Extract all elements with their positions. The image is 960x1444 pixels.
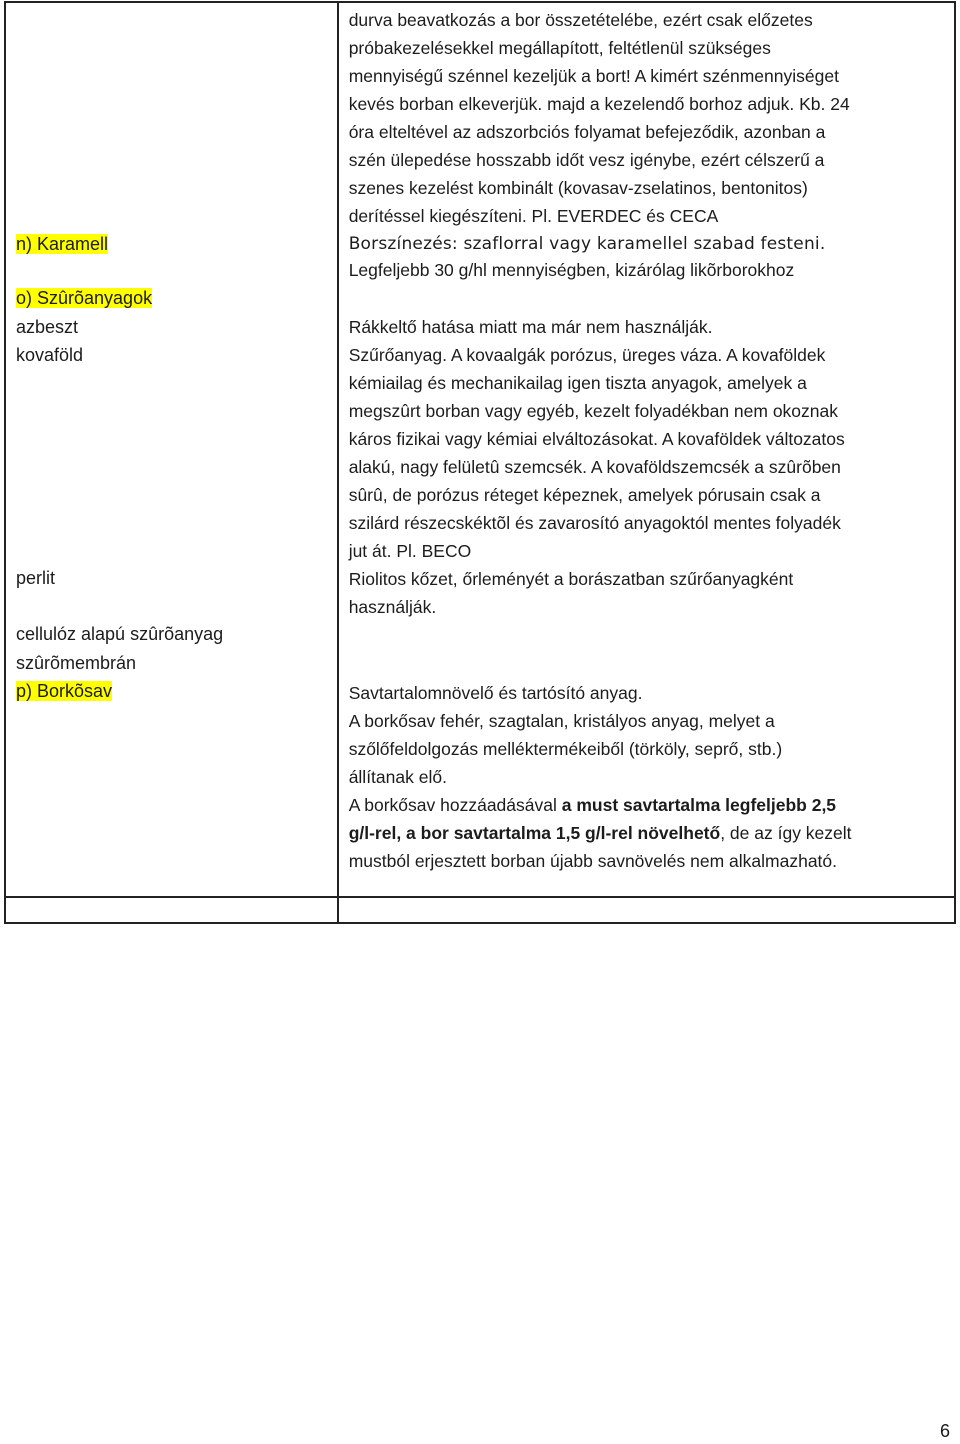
- item-szuroanyagok: o) Szûrõanyagok: [16, 288, 153, 308]
- list-item: [16, 234, 108, 254]
- table-row: [5, 2, 955, 897]
- kovafold-text: kémiailag és mechanikailag igen tiszta anyagok, amelyek a: [348, 373, 807, 393]
- perlit-text: használják.: [348, 597, 437, 617]
- text-line: próbakezelésekkel megállapított, feltétlenül szükséges: [348, 38, 771, 58]
- item-perlit: perlit: [16, 568, 56, 588]
- perlit-text: Riolitos kőzet, őrleményét a borászatban szűrőanyagként: [348, 569, 794, 589]
- bold-text: g/l-rel, a bor savtartalma 1,5 g/l-rel növelhető: [348, 823, 721, 843]
- azbeszt-text: Rákkeltő hatása miatt ma már nem használják.: [348, 317, 713, 337]
- table-row: [5, 897, 955, 923]
- text-line: kevés borban elkeverjük. majd a kezelendő borhoz adjuk. Kb. 24: [348, 94, 850, 114]
- text-line: durva beavatkozás a bor összetételébe, ezért csak előzetes: [348, 10, 813, 30]
- list-item: [16, 681, 112, 701]
- text-line: szén ülepedése hosszabb időt vesz igénybe, ezért célszerű a: [348, 150, 825, 170]
- kovafold-text: alakú, nagy felületû szemcsék. A kovaföldszemcsék a szûrõben: [348, 457, 841, 477]
- left-cell: [5, 2, 338, 897]
- bold-text: a must savtartalma legfeljebb 2,5: [561, 795, 837, 815]
- borkosav-text: állítanak elő.: [348, 767, 447, 787]
- kovafold-text: megszûrt borban vagy egyéb, kezelt folyadékban nem okoznak: [348, 401, 839, 421]
- list-item: [16, 288, 152, 308]
- borkosav-text: mustból erjesztett borban újabb savnövelés nem alkalmazható.: [348, 851, 838, 871]
- text-line: mennyiségű szénnel kezeljük a bort! A kimért szénmennyiséget: [348, 66, 839, 86]
- empty-cell: [5, 897, 338, 923]
- karamell-text: Borszínezés: szaflorral vagy karamellel szabad festeni.: [348, 234, 826, 254]
- borkosav-text: szőlőfeldolgozás melléktermékeiből (törköly, seprő, stb.): [348, 739, 783, 759]
- empty-cell: [338, 897, 955, 923]
- item-kovafold: kovaföld: [16, 345, 84, 365]
- page-number: 6: [940, 1421, 951, 1441]
- text-line: óra elteltével az adszorbciós folyamat befejeződik, azonban a: [348, 122, 826, 142]
- item-karamell: n) Karamell: [16, 234, 109, 254]
- plain-text: , de az így kezelt: [720, 823, 852, 843]
- borkosav-rich-line: [349, 795, 836, 815]
- kovafold-text: jut át. Pl. BECO: [348, 541, 472, 561]
- item-szuromembran: szûrõmembrán: [16, 653, 137, 673]
- item-azbeszt: azbeszt: [16, 317, 79, 337]
- borkosav-rich-line: [349, 823, 852, 843]
- kovafold-text: káros fizikai vagy kémiai elváltozásokat. A kovaföldek változatos: [348, 429, 845, 449]
- kovafold-text: szilárd részecskéktõl és zavarosító anyagoktól mentes folyadék: [348, 513, 841, 533]
- item-cellulose: cellulóz alapú szûrõanyag: [16, 624, 224, 644]
- plain-text: A borkősav hozzáadásával: [348, 795, 562, 815]
- text-line: szenes kezelést kombinált (kovasav-zselatinos, bentonitos): [348, 178, 808, 198]
- item-borkosav: p) Borkõsav: [16, 681, 113, 701]
- karamell-text: Legfeljebb 30 g/hl mennyiségben, kizárólag likõrborokhoz: [348, 260, 795, 280]
- text-line: derítéssel kiegészíteni. Pl. EVERDEC és CECA: [348, 206, 719, 226]
- borkosav-text: A borkősav fehér, szagtalan, kristályos anyag, melyet a: [348, 711, 775, 731]
- kovafold-text: Szűrőanyag. A kovaalgák porózus, üreges váza. A kovaföldek: [348, 345, 826, 365]
- right-cell: [338, 2, 955, 897]
- content-table: [4, 1, 956, 924]
- borkosav-text: Savtartalomnövelő és tartósító anyag.: [348, 683, 643, 703]
- kovafold-text: sûrû, de porózus réteget képeznek, amelyek pórusain csak a: [348, 485, 821, 505]
